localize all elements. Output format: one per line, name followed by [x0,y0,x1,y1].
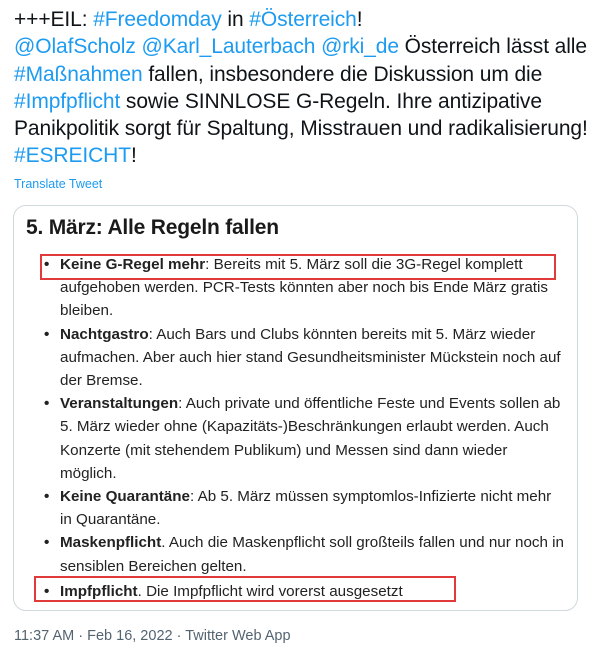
rule-name: Keine G-Regel mehr [60,256,206,273]
bullet: • [44,534,50,552]
rule-separator: . [137,582,147,600]
hashtag-massnahmen-link[interactable]: #Maßnahmen [14,62,143,86]
rule-name: Keine Quarantäne [60,488,190,506]
meta-separator: · [176,628,182,644]
rule-list [14,253,577,603]
rule-separator: : [148,325,157,343]
tweet-source-link[interactable]: Twitter Web App [185,628,291,644]
hashtag-oesterreich-link[interactable]: #Österreich [249,8,357,31]
hashtag-freedomday-link[interactable]: #Freedomday [93,8,222,31]
tweet-text-segment: +++EIL: [14,8,94,31]
tweet-text-segment: fallen, insbesondere die Diskussion um die [142,62,543,86]
bullet: • [44,256,50,273]
tweet-date[interactable]: Feb 16, 2022 [87,628,173,644]
article-title: 5. März: Alle Regeln fallen [26,216,279,239]
mention-karl-lauterbach-link[interactable]: @Karl_Lauterbach [141,35,316,59]
tweet-meta [14,628,291,644]
mention-olafscholz-link[interactable]: @OlafScholz [14,35,136,59]
rule-separator: : [205,256,214,273]
tweet-text-segment: Österreich lässt alle [398,35,587,59]
rule-text: Ab 5. März müssen symptomlos-Infizierte nicht mehr in Quarantäne. [60,488,552,529]
translate-tweet-link[interactable]: Translate Tweet [14,177,103,191]
rule-separator: . [161,534,169,552]
tweet-text [14,6,606,170]
bullet: • [44,325,50,343]
bullet: • [44,582,50,600]
tweet-text-segment: ! [356,8,363,31]
rule-text: Auch private und öffentliche Feste und Events sollen ab 5. März wieder ohne (Kapazitäts-)Beschränkungen erlaubt werden. Auch Konzerte (mit stehendem Publikum) und Messen sind dann wieder möglich. [60,395,561,482]
rule-item-nachtgastro [14,323,577,393]
rule-name: Nachtgastro [60,325,149,343]
rule-name: Maskenpflicht [60,534,162,552]
rule-text: Auch die Maskenpflicht soll großteils fallen und nur noch in sensiblen Bereichen gelten. [60,534,564,575]
rule-item-maskenpflicht [14,531,577,577]
meta-separator: · [78,628,84,644]
rule-text: Bereits mit 5. März soll die 3G-Regel komplett aufgehoben werden. PCR-Tests könnten aber noch bis Ende März gratis bleiben. [60,256,548,320]
tweet-text-segment: ! [130,144,137,168]
rule-text: Die Impfpflicht wird vorerst ausgesetzt [146,582,403,600]
tweet-text-segment: sowie SINNLOSE G-Regeln. Ihre antizipative Panikpolitik sorgt für Spaltung, Misstrauen und radikalisierung! [14,89,588,141]
rule-item-impfpflicht [14,580,577,603]
rule-text: Auch Bars und Clubs könnten bereits mit 5. März wieder aufmachen. Aber auch hier stand Gesundheitsminister Mückstein noch auf der Bremse. [60,325,561,390]
rule-name: Impfpflicht [60,582,138,600]
rule-item-keine-quarantaene [14,485,577,531]
bullet: • [44,488,50,506]
mention-rki-de-link[interactable]: @rki_de [321,35,399,59]
rule-separator: : [189,488,198,506]
attached-image[interactable] [13,205,578,611]
rule-item-keine-g-regel [14,253,577,323]
rule-separator: : [178,395,186,413]
rule-name: Veranstaltungen [60,395,179,413]
tweet-time[interactable]: 11:37 AM [14,628,75,644]
tweet-text-segment: in [221,8,250,31]
hashtag-esreicht-link[interactable]: #ESREICHT [14,144,131,168]
bullet: • [44,395,50,413]
rule-item-veranstaltungen [14,392,577,485]
hashtag-impfpflicht-link[interactable]: #Impfpflicht [14,89,121,113]
